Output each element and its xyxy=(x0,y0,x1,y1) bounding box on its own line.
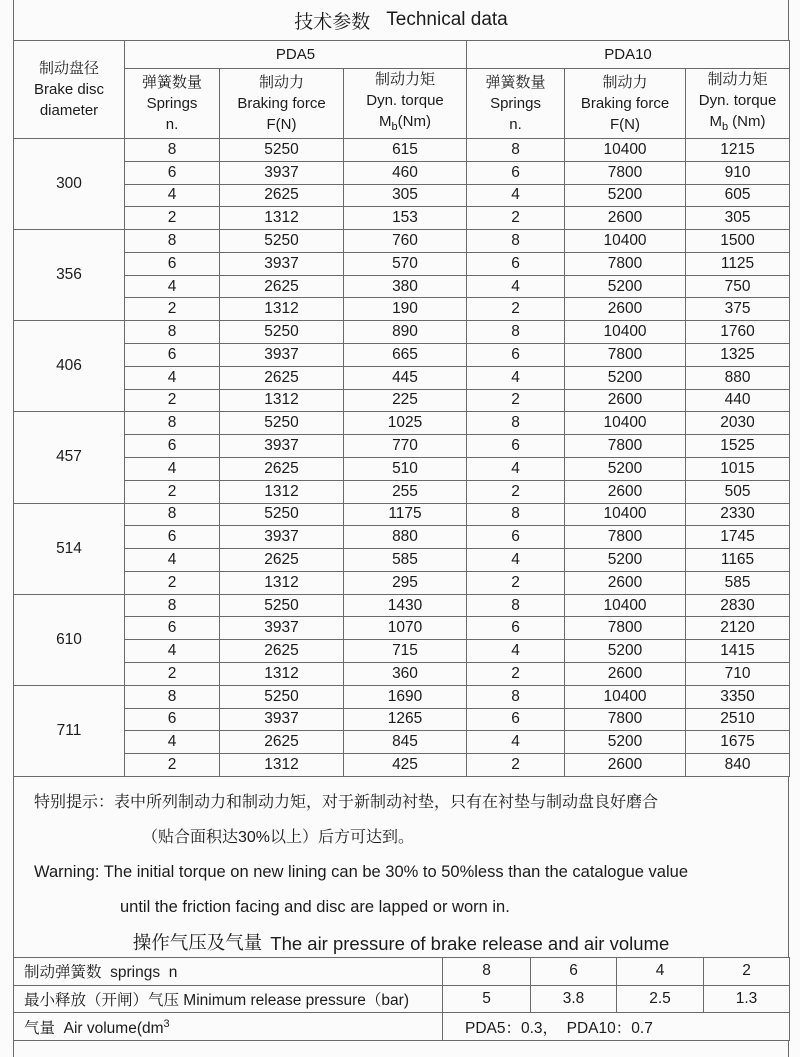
data-cell: 2 xyxy=(467,662,565,685)
table-row xyxy=(14,207,790,230)
data-cell: 1215 xyxy=(686,139,790,162)
release-pressure-value: 2.5 xyxy=(617,985,704,1013)
data-cell: 5200 xyxy=(565,184,686,207)
data-cell: 2 xyxy=(467,298,565,321)
data-cell: 3937 xyxy=(220,526,344,549)
warning-note xyxy=(13,777,789,925)
data-cell: 460 xyxy=(344,161,467,184)
diameter-cell: 610 xyxy=(14,594,125,685)
data-cell: 8 xyxy=(125,594,220,617)
data-cell: 5200 xyxy=(565,549,686,572)
air-volume-value: PDA5：0.3， PDA10：0.7 xyxy=(443,1013,790,1041)
data-cell: 3937 xyxy=(220,435,344,458)
data-cell: 4 xyxy=(467,640,565,663)
data-cell: 6 xyxy=(125,435,220,458)
data-cell: 1015 xyxy=(686,457,790,480)
data-cell: 715 xyxy=(344,640,467,663)
data-cell: 10400 xyxy=(565,321,686,344)
warning-en-line2: until the friction facing and disc are lapped or worn in. xyxy=(120,898,510,916)
data-cell: 1070 xyxy=(344,617,467,640)
data-cell: 6 xyxy=(467,708,565,731)
data-cell: 2625 xyxy=(220,275,344,298)
data-cell: 445 xyxy=(344,366,467,389)
table-row xyxy=(14,571,790,594)
data-cell: 770 xyxy=(344,435,467,458)
page-title-zh: 技术参数 xyxy=(294,11,371,33)
data-cell: 7800 xyxy=(565,617,686,640)
release-pressure-row xyxy=(14,985,790,1013)
data-cell: 6 xyxy=(467,161,565,184)
data-cell: 375 xyxy=(686,298,790,321)
data-cell: 5200 xyxy=(565,640,686,663)
data-cell: 5250 xyxy=(220,503,344,526)
header-force-en1: Braking force xyxy=(580,95,670,112)
release-pressure-value: 5 xyxy=(443,985,531,1013)
data-cell: 1430 xyxy=(344,594,467,617)
data-cell: 2 xyxy=(467,480,565,503)
data-cell: 2 xyxy=(467,207,565,230)
data-cell: 6 xyxy=(125,526,220,549)
diameter-cell: 711 xyxy=(14,685,125,776)
data-cell: 7800 xyxy=(565,344,686,367)
data-cell: 2 xyxy=(467,389,565,412)
data-cell: 5250 xyxy=(220,230,344,253)
table-row xyxy=(14,685,790,708)
data-cell: 1175 xyxy=(344,503,467,526)
data-cell: 10400 xyxy=(565,594,686,617)
data-cell: 5250 xyxy=(220,594,344,617)
data-cell: 380 xyxy=(344,275,467,298)
data-cell: 305 xyxy=(344,184,467,207)
release-pressure-value: 1.3 xyxy=(704,985,790,1013)
header-diameter-en2: diameter xyxy=(39,102,99,119)
table-row xyxy=(14,754,790,777)
header-pda10-force xyxy=(565,69,686,139)
data-cell: 8 xyxy=(125,321,220,344)
data-cell: 2625 xyxy=(220,184,344,207)
data-cell: 2 xyxy=(125,298,220,321)
data-cell: 2600 xyxy=(565,571,686,594)
data-cell: 225 xyxy=(344,389,467,412)
data-cell: 1125 xyxy=(686,252,790,275)
header-springs-en2: n. xyxy=(165,116,179,133)
header-pda10-springs xyxy=(467,69,565,139)
table-row xyxy=(14,640,790,663)
data-cell: 1500 xyxy=(686,230,790,253)
data-cell: 305 xyxy=(686,207,790,230)
table-row xyxy=(14,139,790,162)
data-cell: 8 xyxy=(467,685,565,708)
header-diameter xyxy=(14,41,125,139)
data-cell: 1312 xyxy=(220,571,344,594)
data-cell: 2 xyxy=(125,754,220,777)
table-row xyxy=(14,480,790,503)
data-cell: 5200 xyxy=(565,366,686,389)
header-force-zh: 制动力 xyxy=(258,74,304,91)
data-cell: 1265 xyxy=(344,708,467,731)
table-row xyxy=(14,549,790,572)
data-cell: 4 xyxy=(467,275,565,298)
data-cell: 1312 xyxy=(220,754,344,777)
data-cell: 5200 xyxy=(565,731,686,754)
data-cell: 585 xyxy=(686,571,790,594)
data-cell: 4 xyxy=(125,731,220,754)
table-row xyxy=(14,321,790,344)
data-cell: 1312 xyxy=(220,662,344,685)
data-cell: 2600 xyxy=(565,480,686,503)
data-cell: 2 xyxy=(125,662,220,685)
data-cell: 2 xyxy=(125,571,220,594)
data-cell: 4 xyxy=(467,184,565,207)
data-cell: 585 xyxy=(344,549,467,572)
header-torque-unit xyxy=(686,111,789,138)
springs-count-value: 2 xyxy=(704,958,790,986)
torque-unit: (Nm) xyxy=(397,113,431,130)
data-cell: 6 xyxy=(467,617,565,640)
data-cell: 2625 xyxy=(220,366,344,389)
data-cell: 190 xyxy=(344,298,467,321)
table-row xyxy=(14,662,790,685)
table-row xyxy=(14,594,790,617)
header-springs-en1: Springs xyxy=(490,95,541,112)
data-cell: 4 xyxy=(125,457,220,480)
data-cell: 1025 xyxy=(344,412,467,435)
data-cell: 2510 xyxy=(686,708,790,731)
header-pda5: PDA5 xyxy=(125,41,467,69)
data-cell: 845 xyxy=(344,731,467,754)
data-cell: 910 xyxy=(686,161,790,184)
data-cell: 255 xyxy=(344,480,467,503)
data-cell: 6 xyxy=(125,708,220,731)
data-cell: 4 xyxy=(125,549,220,572)
springs-count-value: 8 xyxy=(443,958,531,986)
data-cell: 440 xyxy=(686,389,790,412)
data-cell: 10400 xyxy=(565,412,686,435)
data-cell: 605 xyxy=(686,184,790,207)
table-row xyxy=(14,366,790,389)
data-cell: 840 xyxy=(686,754,790,777)
data-cell: 1675 xyxy=(686,731,790,754)
data-cell: 10400 xyxy=(565,503,686,526)
data-cell: 1312 xyxy=(220,207,344,230)
table-row xyxy=(14,731,790,754)
data-cell: 8 xyxy=(467,230,565,253)
table-row xyxy=(14,275,790,298)
technical-table-body xyxy=(14,139,790,777)
data-cell: 5200 xyxy=(565,275,686,298)
table-row xyxy=(14,435,790,458)
header-force-en2: F(N) xyxy=(610,116,641,133)
data-cell: 1525 xyxy=(686,435,790,458)
data-cell: 4 xyxy=(125,184,220,207)
data-cell: 10400 xyxy=(565,685,686,708)
data-cell: 880 xyxy=(344,526,467,549)
data-cell: 7800 xyxy=(565,435,686,458)
data-cell: 1312 xyxy=(220,298,344,321)
data-cell: 890 xyxy=(344,321,467,344)
diameter-cell: 406 xyxy=(14,321,125,412)
header-diameter-zh: 制动盘径 xyxy=(38,60,99,77)
diameter-cell: 457 xyxy=(14,412,125,503)
header-torque-zh: 制动力矩 xyxy=(375,71,436,88)
header-torque-en1: Dyn. torque xyxy=(366,92,444,109)
table-row xyxy=(14,161,790,184)
data-cell: 8 xyxy=(467,139,565,162)
data-cell: 3937 xyxy=(220,617,344,640)
technical-data-table xyxy=(13,40,790,777)
data-cell: 5250 xyxy=(220,412,344,435)
data-cell: 4 xyxy=(125,640,220,663)
springs-count-value: 6 xyxy=(531,958,617,986)
data-cell: 8 xyxy=(125,412,220,435)
table-row xyxy=(14,230,790,253)
data-cell: 6 xyxy=(467,526,565,549)
table-row xyxy=(14,412,790,435)
data-cell: 2625 xyxy=(220,457,344,480)
data-cell: 1165 xyxy=(686,549,790,572)
data-cell: 1690 xyxy=(344,685,467,708)
data-cell: 7800 xyxy=(565,161,686,184)
diameter-cell: 514 xyxy=(14,503,125,594)
data-cell: 2830 xyxy=(686,594,790,617)
warning-en-line1: Warning: The initial torque on new lining can be 30% to 50%less than the catalogue value xyxy=(34,863,689,881)
data-cell: 8 xyxy=(467,321,565,344)
data-cell: 2330 xyxy=(686,503,790,526)
data-cell: 8 xyxy=(125,685,220,708)
data-cell: 3937 xyxy=(220,708,344,731)
data-cell: 7800 xyxy=(565,526,686,549)
data-cell: 4 xyxy=(467,366,565,389)
table-row xyxy=(14,503,790,526)
table-row xyxy=(14,298,790,321)
springs-count-row xyxy=(14,958,790,986)
table-row xyxy=(14,252,790,275)
diameter-cell: 356 xyxy=(14,230,125,321)
data-cell: 2600 xyxy=(565,298,686,321)
data-cell: 10400 xyxy=(565,139,686,162)
air-volume-label xyxy=(14,1013,443,1041)
release-pressure-label: 最小释放（开闸）气压 Minimum release pressure（bar) xyxy=(14,985,443,1013)
header-springs-en2: n. xyxy=(509,116,522,133)
data-cell: 5200 xyxy=(565,457,686,480)
data-cell: 7800 xyxy=(565,708,686,731)
data-cell: 6 xyxy=(125,344,220,367)
table-row xyxy=(14,617,790,640)
header-torque-unit xyxy=(344,111,466,138)
release-pressure-value: 3.8 xyxy=(531,985,617,1013)
data-cell: 8 xyxy=(467,412,565,435)
data-cell: 4 xyxy=(467,457,565,480)
warning-zh-line2: （贴合面积达30%以上）后方可达到。 xyxy=(142,829,415,846)
air-section-title xyxy=(13,925,789,957)
header-force-en1: Braking force xyxy=(237,95,326,112)
air-title-en: The air pressure of brake release and air volume xyxy=(270,933,670,954)
data-cell: 5250 xyxy=(220,685,344,708)
data-cell: 1745 xyxy=(686,526,790,549)
torque-subscript: b xyxy=(722,121,729,133)
data-cell: 3937 xyxy=(220,252,344,275)
data-cell: 6 xyxy=(467,435,565,458)
data-cell: 2625 xyxy=(220,640,344,663)
header-pda10-torque xyxy=(686,69,790,139)
table-row xyxy=(14,708,790,731)
header-pda5-force xyxy=(220,69,344,139)
data-cell: 4 xyxy=(125,275,220,298)
data-cell: 2 xyxy=(125,207,220,230)
header-springs-zh: 弹簧数量 xyxy=(485,74,546,91)
header-force-zh: 制动力 xyxy=(602,74,648,91)
torque-unit: (Nm) xyxy=(732,113,766,130)
data-cell: 665 xyxy=(344,344,467,367)
header-torque-zh: 制动力矩 xyxy=(707,71,768,88)
data-cell: 4 xyxy=(467,731,565,754)
data-cell: 6 xyxy=(467,252,565,275)
air-volume-label-text: 气量 Air volume(dm xyxy=(24,1019,164,1037)
data-cell: 8 xyxy=(125,139,220,162)
warning-zh-line1: 特别提示：表中所列制动力和制动力矩，对于新制动衬垫，只有在衬垫与制动盘良好磨合 xyxy=(34,794,659,811)
data-cell: 2625 xyxy=(220,549,344,572)
page-title-en: Technical data xyxy=(386,9,508,30)
data-cell: 295 xyxy=(344,571,467,594)
data-cell: 2120 xyxy=(686,617,790,640)
data-cell: 8 xyxy=(125,503,220,526)
header-diameter-en1: Brake disc xyxy=(33,81,105,98)
torque-symbol: M xyxy=(709,113,723,130)
header-springs-zh: 弹簧数量 xyxy=(141,74,202,91)
header-torque-en1: Dyn. torque xyxy=(698,92,777,109)
data-cell: 3350 xyxy=(686,685,790,708)
data-cell: 8 xyxy=(125,230,220,253)
data-cell: 2 xyxy=(467,754,565,777)
data-cell: 2 xyxy=(125,389,220,412)
air-volume-row xyxy=(14,1013,790,1041)
data-cell: 570 xyxy=(344,252,467,275)
data-cell: 6 xyxy=(125,161,220,184)
diameter-cell: 300 xyxy=(14,139,125,230)
data-cell: 2600 xyxy=(565,389,686,412)
table-row xyxy=(14,526,790,549)
data-cell: 1415 xyxy=(686,640,790,663)
air-title-zh: 操作气压及气量 xyxy=(132,932,263,953)
header-pda5-torque xyxy=(344,69,467,139)
data-cell: 5250 xyxy=(220,321,344,344)
data-cell: 2625 xyxy=(220,731,344,754)
table-row xyxy=(14,184,790,207)
data-cell: 1325 xyxy=(686,344,790,367)
data-cell: 153 xyxy=(344,207,467,230)
data-cell: 8 xyxy=(467,503,565,526)
data-cell: 880 xyxy=(686,366,790,389)
data-cell: 2 xyxy=(125,480,220,503)
data-cell: 710 xyxy=(686,662,790,685)
table-row xyxy=(14,389,790,412)
data-cell: 7800 xyxy=(565,252,686,275)
data-cell: 1312 xyxy=(220,389,344,412)
table-row xyxy=(14,344,790,367)
data-cell: 3937 xyxy=(220,161,344,184)
data-cell: 1760 xyxy=(686,321,790,344)
data-cell: 5250 xyxy=(220,139,344,162)
springs-count-value: 4 xyxy=(617,958,704,986)
header-pda10: PDA10 xyxy=(467,41,790,69)
data-cell: 6 xyxy=(125,617,220,640)
header-force-en2: F(N) xyxy=(266,116,297,133)
table-row xyxy=(14,457,790,480)
technical-table-header xyxy=(14,41,790,139)
air-volume-superscript: 3 xyxy=(163,1017,170,1030)
data-cell: 360 xyxy=(344,662,467,685)
torque-symbol: M xyxy=(379,113,392,130)
data-cell: 2600 xyxy=(565,207,686,230)
data-cell: 6 xyxy=(125,252,220,275)
data-cell: 2 xyxy=(467,571,565,594)
data-cell: 4 xyxy=(467,549,565,572)
data-cell: 2030 xyxy=(686,412,790,435)
data-cell: 4 xyxy=(125,366,220,389)
data-cell: 8 xyxy=(467,594,565,617)
air-pressure-table xyxy=(13,957,790,1041)
data-cell: 2600 xyxy=(565,662,686,685)
data-cell: 6 xyxy=(467,344,565,367)
data-cell: 510 xyxy=(344,457,467,480)
data-cell: 3937 xyxy=(220,344,344,367)
data-cell: 2600 xyxy=(565,754,686,777)
data-cell: 760 xyxy=(344,230,467,253)
torque-subscript: b xyxy=(391,121,398,133)
bottom-border-stub xyxy=(13,1041,789,1057)
data-cell: 425 xyxy=(344,754,467,777)
springs-count-label: 制动弹簧数 springs n xyxy=(14,958,443,986)
page-title xyxy=(13,0,789,40)
data-cell: 10400 xyxy=(565,230,686,253)
header-springs-en1: Springs xyxy=(146,95,198,112)
data-cell: 1312 xyxy=(220,480,344,503)
header-pda5-springs xyxy=(125,69,220,139)
data-cell: 505 xyxy=(686,480,790,503)
data-cell: 750 xyxy=(686,275,790,298)
data-cell: 615 xyxy=(344,139,467,162)
